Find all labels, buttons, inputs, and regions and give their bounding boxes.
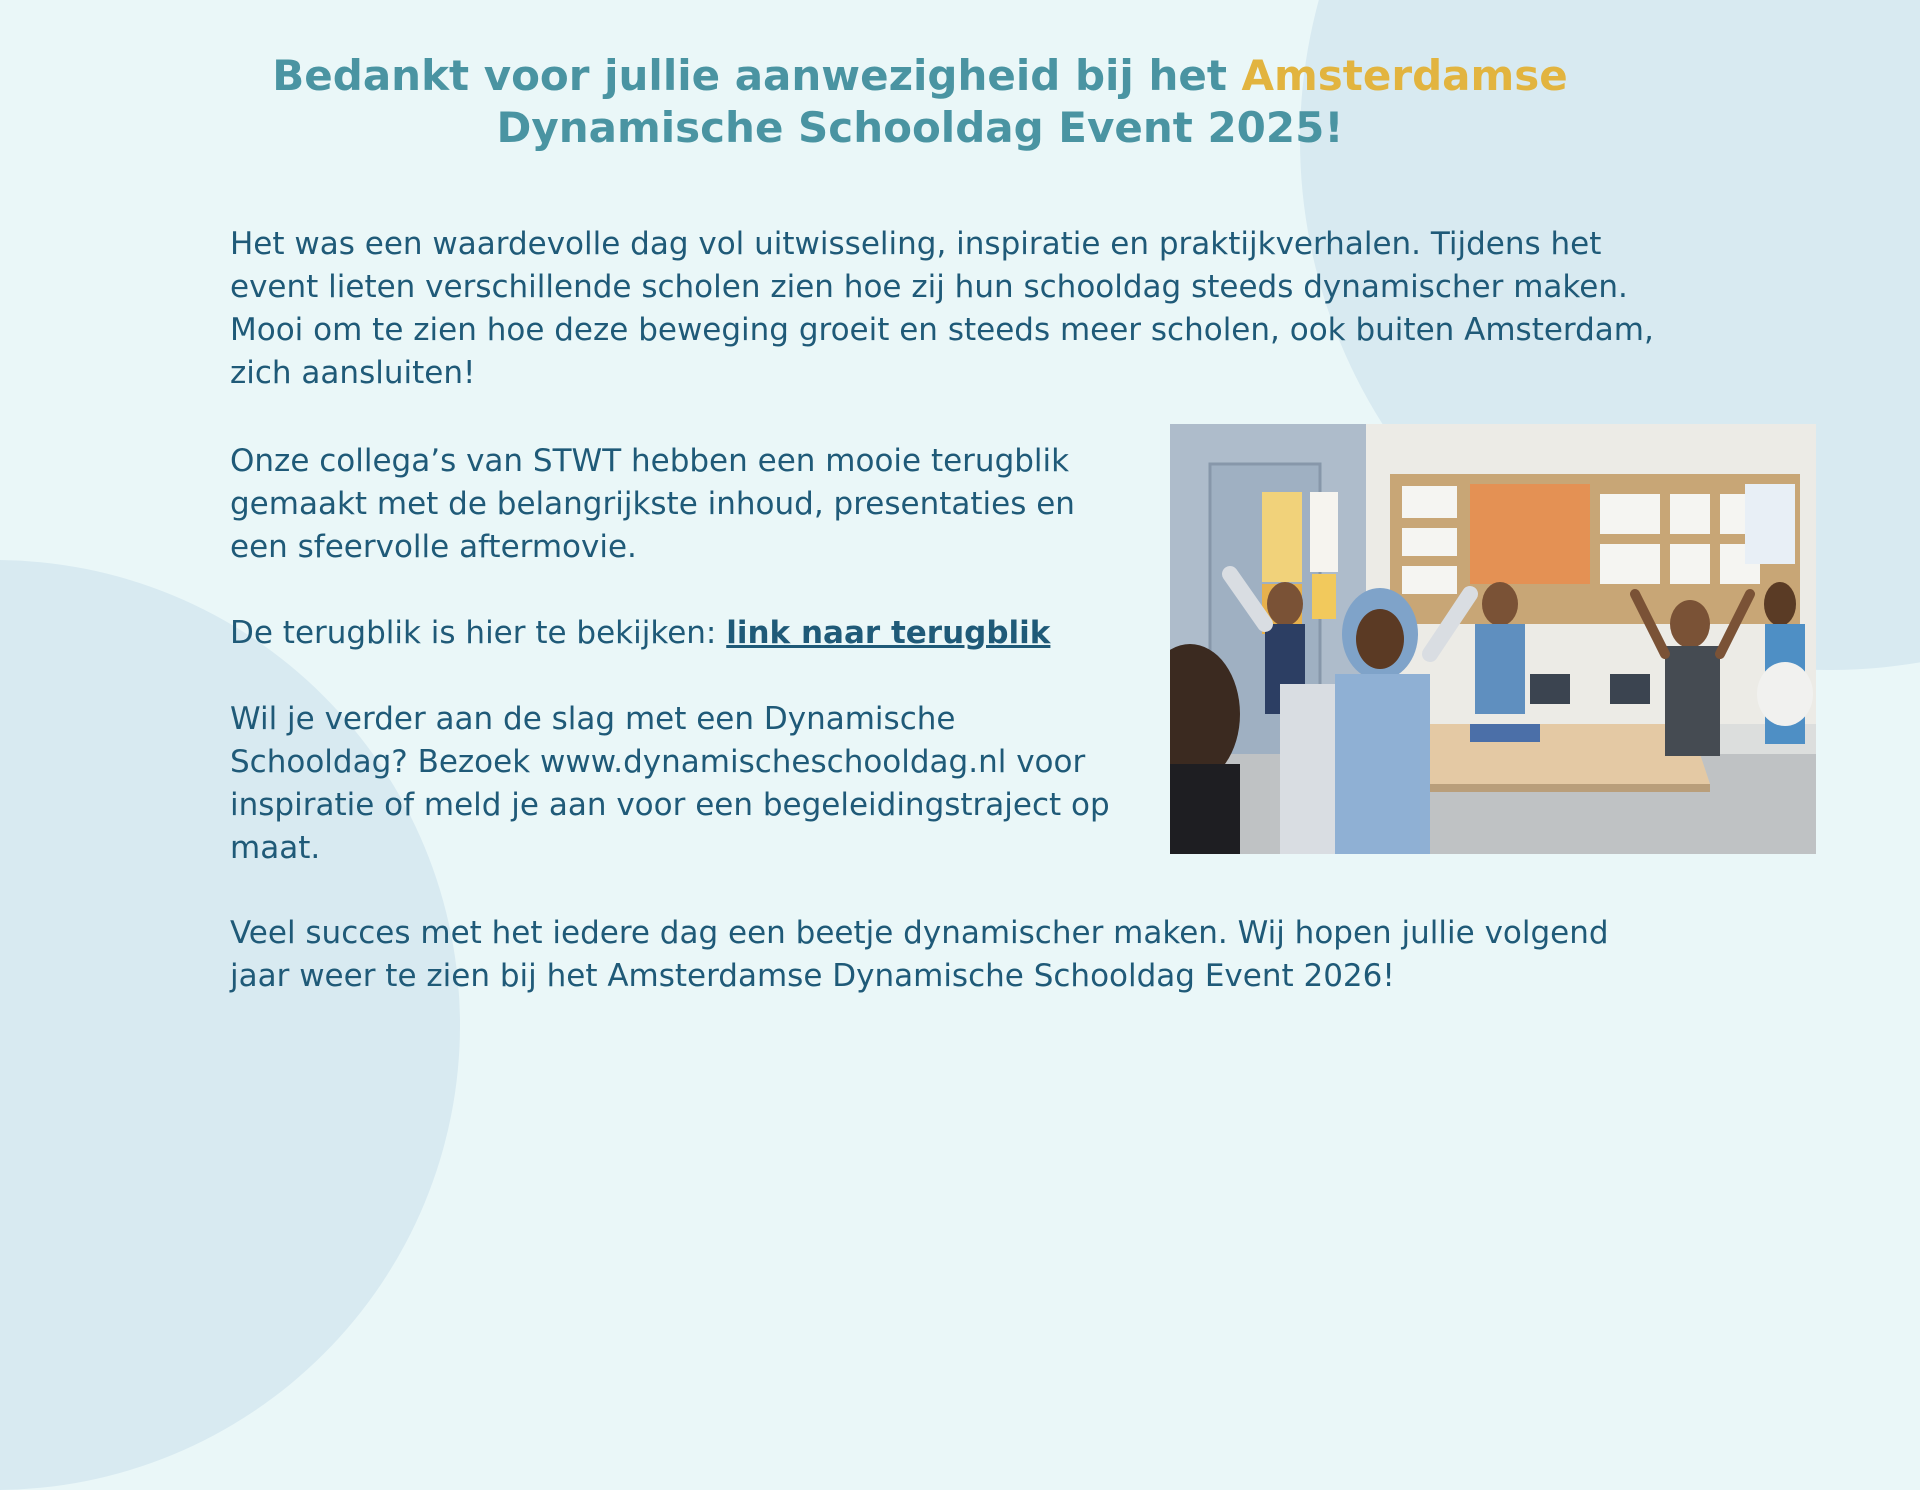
- intro-paragraph: Het was een waardevolle dag vol uitwisseling, inspiratie en praktijkverhalen. Tijdens het event lieten verschillende scholen zien hoe zij hun schooldag steeds dynamischer maken. Mooi om te zien hoe deze beweging groeit en steeds meer scholen, ook buiten Amsterdam, zich aansluiten!: [230, 226, 1654, 391]
- title-line2: Dynamische Schooldag Event 2025!: [496, 103, 1344, 152]
- title-accent: Amsterdamse: [1241, 51, 1568, 100]
- recap-link[interactable]: link naar terugblik: [726, 615, 1051, 651]
- recap-paragraph: Onze collega’s van STWT hebben een mooie terugblik gemaakt met de belangrijkste inhoud, presentaties en een sfeervolle aftermovie.: [230, 443, 1075, 565]
- classroom-photo: [1170, 424, 1816, 854]
- link-prefix: De terugblik is hier te bekijken:: [230, 615, 727, 651]
- closing-paragraph: Veel succes met het iedere dag een beetje dynamischer maken. Wij hopen jullie volgend jaar weer te zien bij het Amsterdamse Dynamische Schooldag Event 2026!: [230, 915, 1609, 994]
- recap-link-paragraph: [230, 612, 1130, 655]
- website-paragraph: Wil je verder aan de slag met een Dynamische Schooldag? Bezoek www.dynamischeschooldag.nl voor inspiratie of meld je aan voor een begeleidingstraject op maat.: [230, 701, 1110, 866]
- page-title: [220, 50, 1620, 154]
- title-part1: Bedankt voor jullie aanwezigheid bij het: [272, 51, 1242, 100]
- classroom-photo-illustration: [1170, 424, 1816, 854]
